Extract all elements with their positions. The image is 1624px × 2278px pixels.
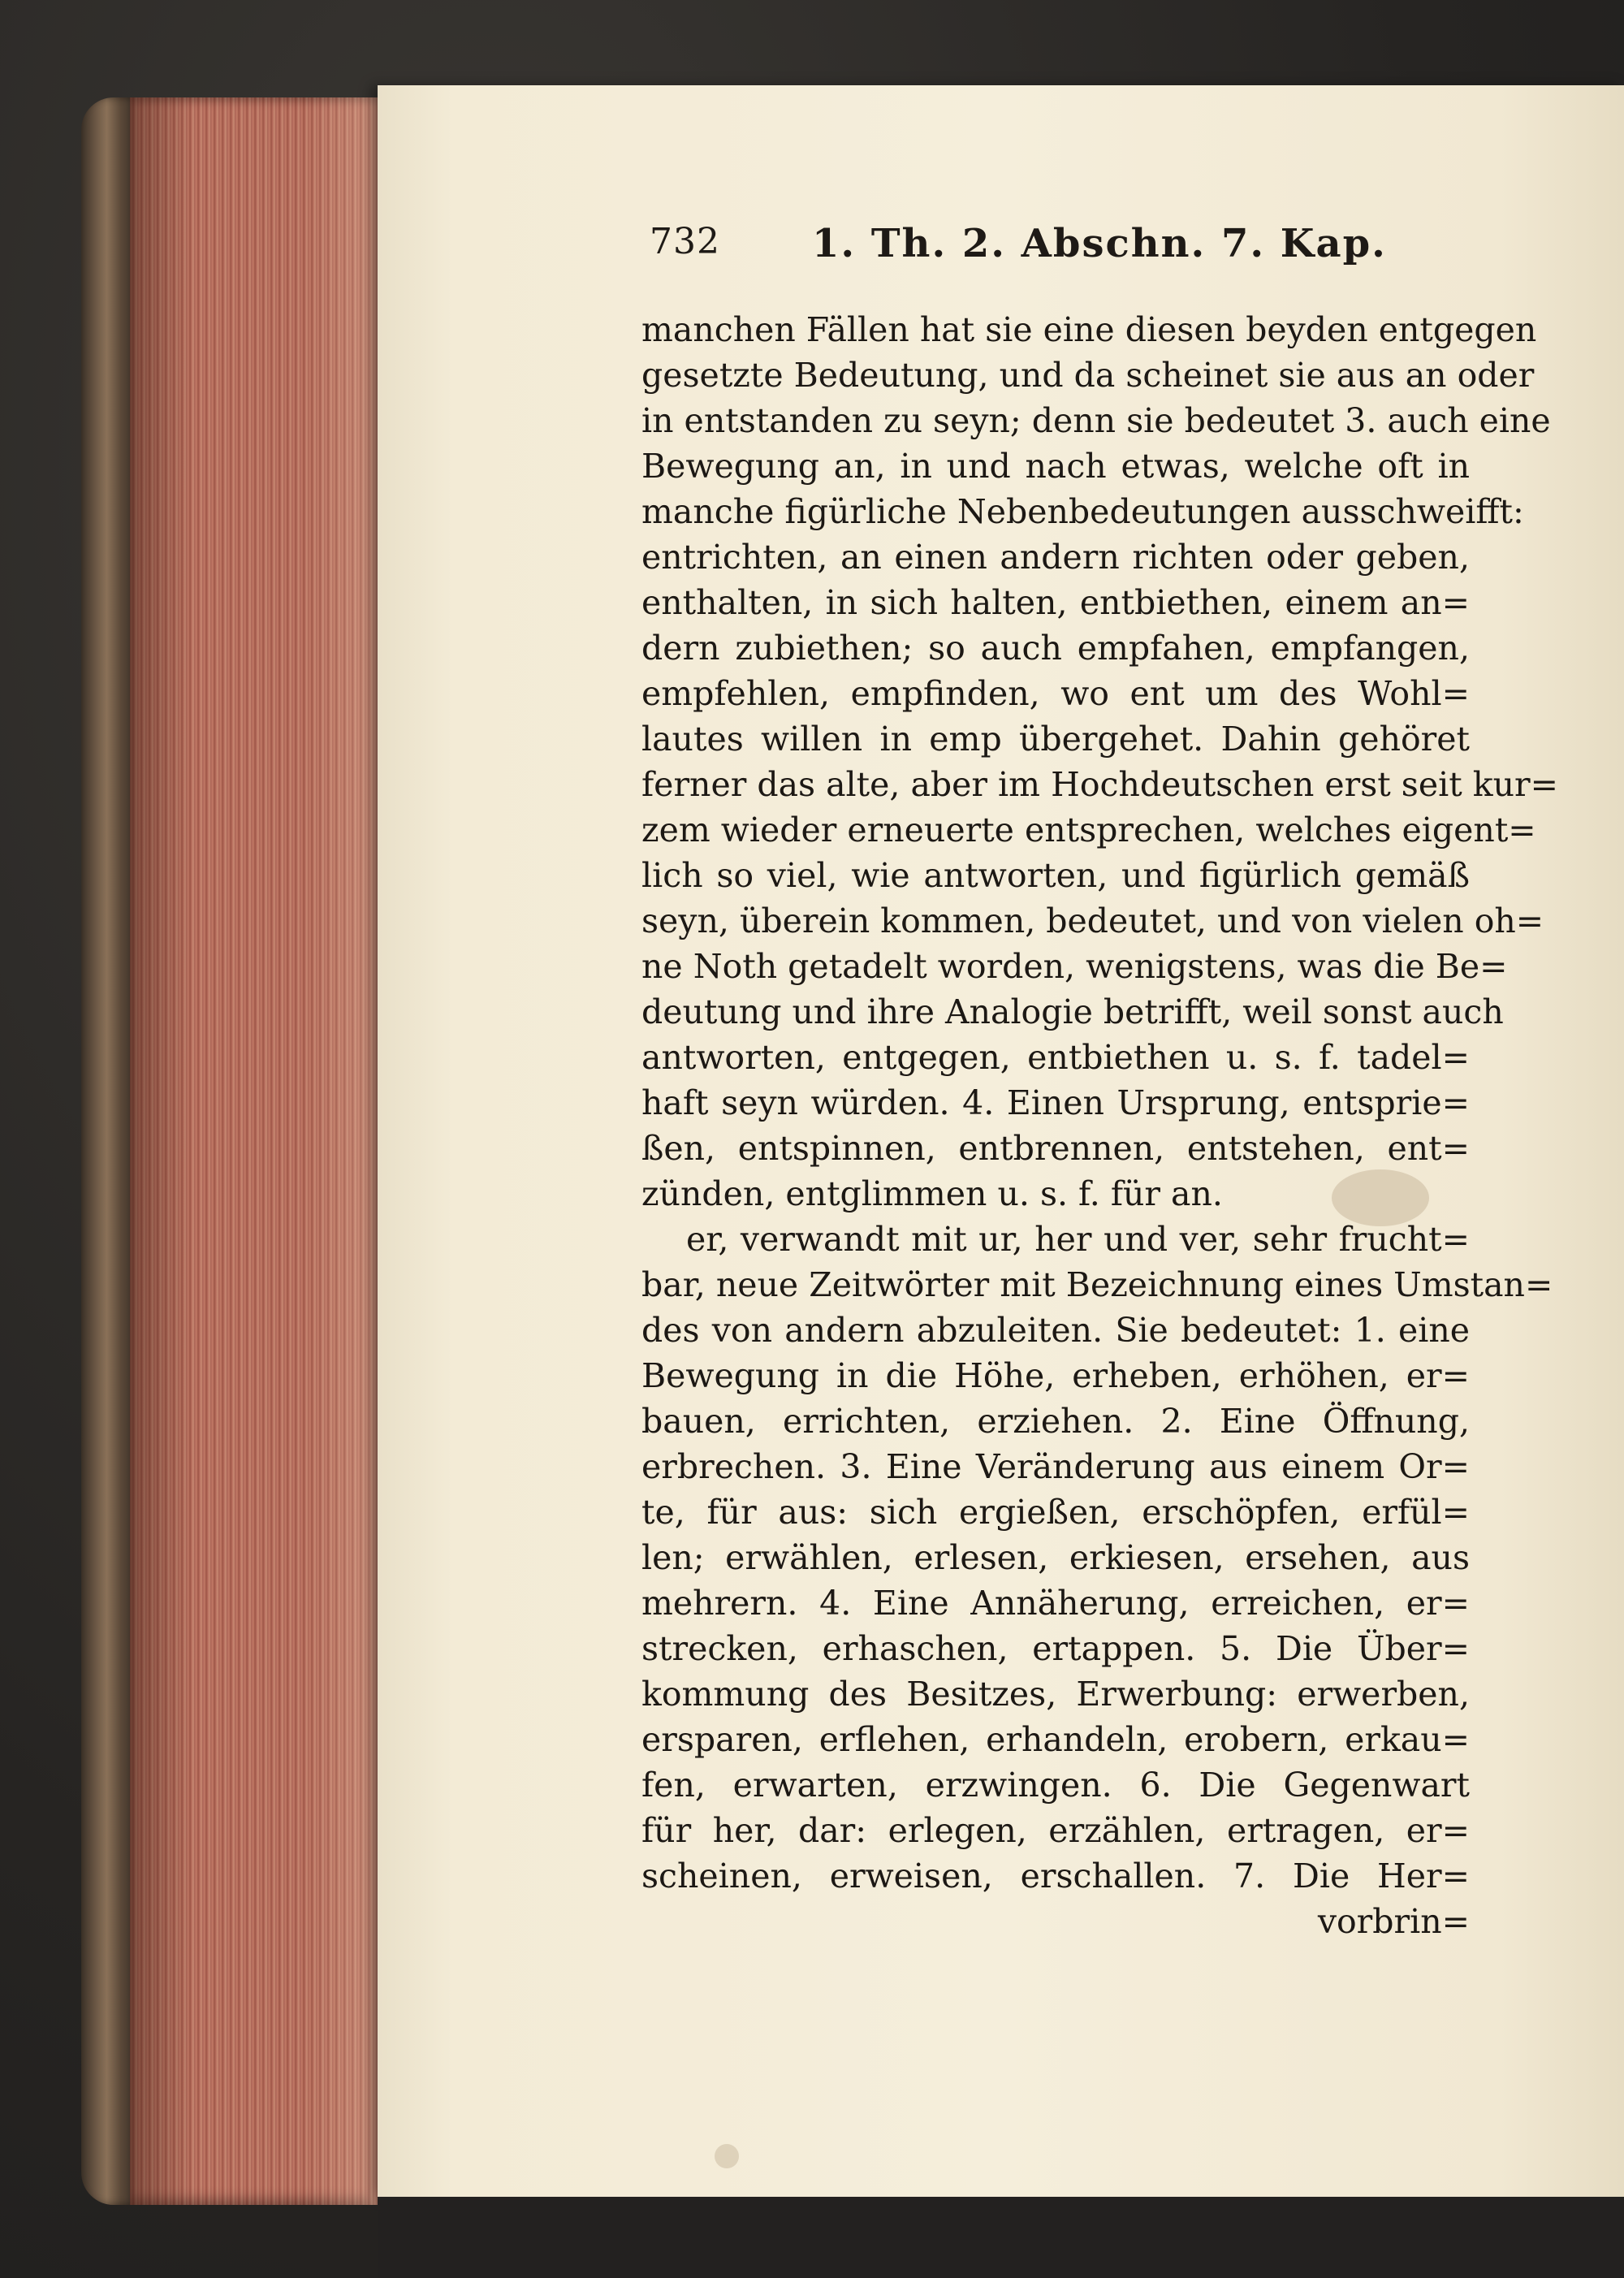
text-line: antworten, entgegen, entbiethen u. s. f. tadel= (641, 1038, 1470, 1077)
text-line: erbrechen. 3. Eine Veränderung aus einem Or= (641, 1447, 1470, 1486)
text-line: deutung und ihre Analogie betrifft, weil sonst auch (641, 992, 1504, 1031)
text-line: ne Noth getadelt worden, wenigstens, was die Be= (641, 947, 1508, 986)
text-line: ßen, entspinnen, entbrennen, entstehen, ent= (641, 1129, 1470, 1168)
catchword: vorbrin= (1317, 1902, 1470, 1941)
text-line: des von andern abzuleiten. Sie bedeutet: 1. eine (641, 1311, 1470, 1350)
text-line: manchen Fällen hat sie eine diesen beyden entgegen (641, 310, 1537, 349)
body-text (641, 307, 1558, 1944)
text-line: scheinen, erweisen, erschallen. 7. Die Her= (641, 1857, 1470, 1895)
text-line: zünden, entglimmen u. s. f. für an. (641, 1174, 1223, 1213)
text-line: fen, erwarten, erzwingen. 6. Die Gegenwart (641, 1766, 1470, 1805)
text-line: strecken, erhaschen, ertappen. 5. Die Über= (641, 1629, 1470, 1668)
text-line: haft seyn würden. 4. Einen Ursprung, entsprie= (641, 1083, 1470, 1122)
text-line: manche figürliche Nebenbedeutungen ausschweifft: (641, 492, 1524, 531)
text-line: len; erwählen, erlesen, erkiesen, ersehen, aus (641, 1538, 1470, 1577)
running-head-title: 1. Th. 2. Abschn. 7. Kap. (812, 221, 1387, 266)
text-line: seyn, überein kommen, bedeutet, und von vielen oh= (641, 901, 1544, 940)
text-line: lich so viel, wie antworten, und figürlich gemäß (641, 856, 1470, 895)
text-line: kommung des Besitzes, Erwerbung: erwerben, (641, 1675, 1470, 1714)
text-line: bauen, errichten, erziehen. 2. Eine Öffnung, (641, 1402, 1470, 1441)
text-line: enthalten, in sich halten, entbiethen, einem an= (641, 583, 1470, 622)
text-line: in entstanden zu seyn; denn sie bedeutet 3. auch eine (641, 401, 1551, 440)
text-line: für her, dar: erlegen, erzählen, ertragen, er= (641, 1811, 1470, 1850)
text-line: entrichten, an einen andern richten oder geben, (641, 538, 1470, 577)
page-edges (130, 97, 382, 2205)
text-line: te, für aus: sich ergießen, erschöpfen, erfül= (641, 1493, 1470, 1532)
text-line: mehrern. 4. Eine Annäherung, erreichen, er= (641, 1584, 1470, 1623)
text-line: gesetzte Bedeutung, und da scheinet sie aus an oder (641, 356, 1535, 395)
text-line: ersparen, erflehen, erhandeln, erobern, erkau= (641, 1720, 1470, 1759)
paper-stain (715, 2144, 739, 2168)
page-number: 732 (650, 221, 720, 262)
page-bottom-shadow (378, 2197, 1624, 2278)
text-line: Bewegung in die Höhe, erheben, erhöhen, er= (641, 1356, 1470, 1395)
text-line: empfehlen, empfinden, wo ent um des Wohl= (641, 674, 1470, 713)
running-head (650, 221, 1429, 278)
text-line: bar, neue Zeitwörter mit Bezeichnung eines Umstan= (641, 1265, 1553, 1304)
text-line: Bewegung an, in und nach etwas, welche oft in (641, 447, 1470, 486)
text-line: zem wieder erneuerte entsprechen, welches eigent= (641, 810, 1536, 849)
text-line: ferner das alte, aber im Hochdeutschen erst seit kur= (641, 765, 1558, 804)
text-line: lautes willen in emp übergehet. Dahin gehöret (641, 720, 1470, 759)
text-line: dern zubiethen; so auch empfahen, empfangen, (641, 629, 1470, 668)
text-line: er, verwandt mit ur, her und ver, sehr frucht= (686, 1220, 1470, 1259)
